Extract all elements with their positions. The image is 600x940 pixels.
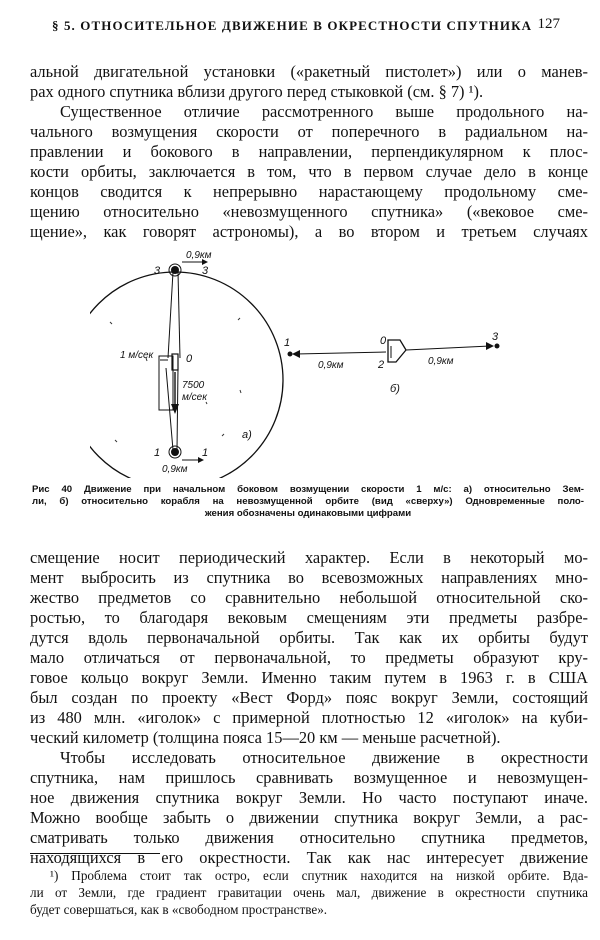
text-block-top bbox=[30, 62, 588, 242]
label-b-0: 0 bbox=[380, 335, 387, 347]
figure-40 bbox=[90, 250, 530, 478]
text-line: сматривать только движения относительно спутника предметов, bbox=[30, 828, 588, 847]
text-line: говое кольцо вокруг Земли. Именно таким путем в 1963 г. в США bbox=[30, 668, 588, 687]
text-line: из 480 млн. «иголок» с примерной плотностью 12 «иголок» на куби- bbox=[30, 708, 588, 727]
text-line: кости орбиты, заключается в том, что в первом случае дело в конце bbox=[30, 162, 588, 181]
label-b-2: 2 bbox=[378, 359, 385, 371]
text-line: дутся вдоль первоначальной орбиты. Так как их орбиты будут bbox=[30, 628, 588, 647]
panel-b bbox=[284, 331, 500, 395]
text-line: ческий километр (толщина пояса 15—20 км — меньше расчетной). bbox=[30, 728, 501, 747]
paragraph-continuation bbox=[30, 62, 588, 102]
panel-a bbox=[90, 250, 283, 478]
position-1-point bbox=[171, 448, 179, 456]
text-line: концов сводится к непрерывно нарастающему продольному сме- bbox=[30, 182, 588, 201]
offset-box bbox=[159, 356, 173, 410]
caption-line: Рис 40 Движение при начальном боковом возмущении скорости 1 м/с: а) относительно Зем- bbox=[32, 484, 584, 495]
text-line: рах одного спутника вблизи другого перед стыковкой (см. § 7) ¹). bbox=[30, 82, 484, 101]
text-line: ростью, то благодаря вековым смещениям эти предметы разбре- bbox=[30, 608, 588, 627]
caption-line: ли, б) относительно корабля на невозмущенной орбите (вид «сверху») Одновременные поло- bbox=[32, 496, 584, 507]
footnote-line: будет совершаться, как в «свободном пространстве». bbox=[30, 902, 328, 917]
figure-40-drawing bbox=[90, 250, 530, 478]
text-line: Можно вообще забыть о движении спутника вокруг Земли, а рас- bbox=[30, 808, 588, 827]
point-1 bbox=[288, 352, 293, 357]
text-line: правлении и бокового в направлении, перпендикулярном к плос- bbox=[30, 142, 588, 161]
top-distance-label: 0,9км bbox=[186, 250, 212, 261]
bottom-distance-label: 0,9км bbox=[162, 464, 188, 475]
paragraph bbox=[30, 102, 588, 242]
dist-left-label: 0,9км bbox=[318, 360, 344, 371]
text-line: щение», как говорят астрономы), а во втором и третьем случаях bbox=[30, 222, 588, 241]
footnote-line: ¹) Проблема стоит так остро, если спутник находится на низкой орбите. Вда- bbox=[50, 868, 588, 883]
figure-caption bbox=[32, 484, 584, 520]
paragraph bbox=[30, 748, 588, 868]
speed-label: 1 м/сек bbox=[120, 350, 154, 361]
caption-line: жения обозначены одинаковыми цифрами bbox=[204, 508, 412, 519]
text-line: спутника, нам пришлось сравнивать возмущенное и невозмущен- bbox=[30, 768, 588, 787]
text-line: находящихся в его окрестности. Так как нас интересует движение bbox=[30, 848, 588, 867]
point-3 bbox=[495, 344, 500, 349]
text-block-bottom bbox=[30, 548, 588, 868]
paragraph bbox=[30, 548, 588, 748]
footnote bbox=[30, 867, 588, 918]
label-b-3: 3 bbox=[492, 331, 499, 343]
left-displacement-arrow bbox=[296, 352, 386, 354]
text-line: Существенное отличие рассмотренного выше продольного на- bbox=[60, 102, 588, 121]
dist-right-label: 0,9км bbox=[428, 356, 454, 367]
orbit-speed-unit: м/сек bbox=[182, 392, 207, 403]
running-header bbox=[52, 18, 560, 38]
text-line: мент выбросить из спутника во всевозможных направлениях мно- bbox=[30, 568, 588, 587]
orbit-speed-value: 7500 bbox=[182, 380, 205, 391]
text-line: жество предметов со сравнительно небольшой относительной ско- bbox=[30, 588, 588, 607]
earth-circle bbox=[90, 272, 283, 478]
text-line: ное движения спутника вокруг Земли. Но часто поступают иначе. bbox=[30, 788, 588, 807]
text-line: чального возмущения скорости от поперечного в радиальном на- bbox=[30, 122, 588, 141]
right-displacement-arrow bbox=[406, 346, 490, 350]
text-line: мало отличаться от первоначальной, то предметы образуют кру- bbox=[30, 648, 588, 667]
label-1-left: 1 bbox=[154, 447, 161, 459]
text-line: был создан по проекту «Вест Форд» пояс вокруг Земли, состоящий bbox=[30, 688, 588, 707]
text-line: щению относительно «невозмущенного спутника» («вековое сме- bbox=[30, 202, 588, 221]
label-b-1: 1 bbox=[284, 337, 291, 349]
footnote-divider bbox=[30, 853, 160, 854]
text-line: смещение носит периодический характер. Если в некоторый мо- bbox=[30, 548, 588, 567]
footnote-line: ли от Земли, где градиент гравитации очень мал, движение в окрестности спутника bbox=[30, 885, 588, 900]
label-3-left: 3 bbox=[154, 265, 161, 277]
label-3-right: 3 bbox=[202, 265, 209, 277]
text-line: Чтобы исследовать относительное движение в окрестности bbox=[60, 748, 588, 767]
label-1-right: 1 bbox=[202, 447, 209, 459]
section-title: § 5. ОТНОСИТЕЛЬНОЕ ДВИЖЕНИЕ В ОКРЕСТНОСТИ СПУТНИКА bbox=[52, 18, 533, 33]
page-number: 127 bbox=[537, 16, 560, 32]
panel-b-label: б) bbox=[390, 383, 400, 395]
text-line: альной двигательной установки («ракетный пистолет») или о манев- bbox=[30, 62, 588, 81]
label-0: 0 bbox=[186, 353, 193, 365]
panel-a-label: а) bbox=[242, 429, 252, 441]
